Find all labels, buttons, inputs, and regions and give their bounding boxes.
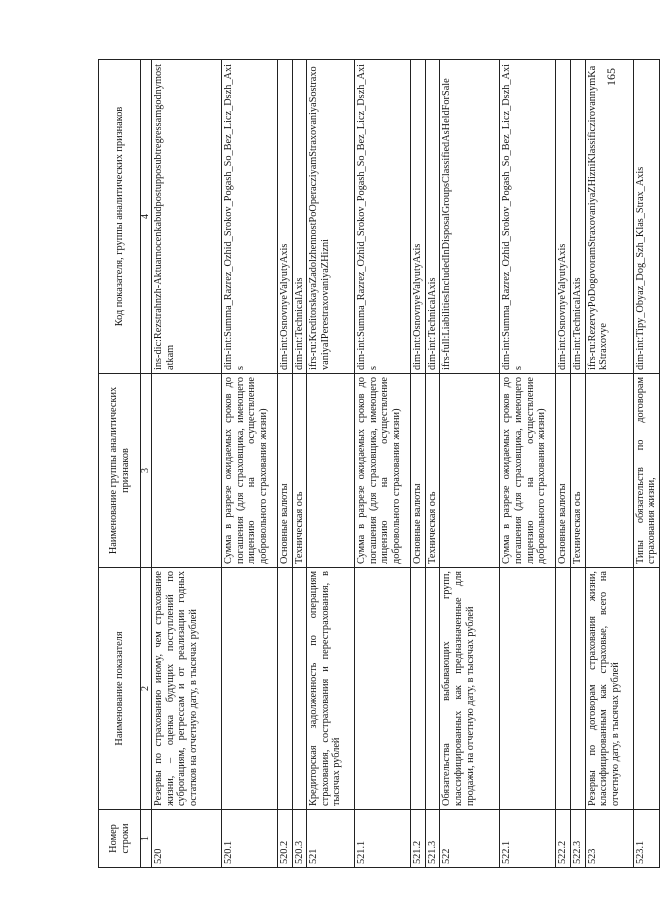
column-number: 1 (141, 810, 152, 868)
group-name: Техническая ось (570, 374, 585, 568)
indicator-name (570, 568, 585, 810)
indicator-name: Кредиторская задолженность по операциям страхования, сострахования и перестрахования, в тысячах рублей (307, 568, 355, 810)
group-name: Основные валюты (278, 374, 293, 568)
table-row (585, 60, 633, 868)
table-row (152, 60, 222, 868)
column-number: 3 (141, 374, 152, 568)
group-name: Сумма в разрезе ожидаемых сроков до погашения (для страховщика, имеющего лицензию на осуществление добровольного страхования жизни) (222, 374, 278, 568)
indicator-name (292, 568, 307, 810)
table-row (411, 60, 426, 868)
header-group-code: Код показателя, группы аналитических признаков (99, 60, 141, 374)
group-name: Сумма в разрезе ожидаемых сроков до погашения (для страховщика, имеющего лицензию на осуществление добровольного страхования жизни) (500, 374, 556, 568)
header-row-number: Номер строки (99, 810, 141, 868)
group-name: Техническая ось (292, 374, 307, 568)
indicator-name (355, 568, 411, 810)
group-code: ifrs-ru:KreditorskayaZadolzhennostPoOperacziyamStraxovaniyaSostraxovaniyaIPerestraxovaniyaZHizni (307, 60, 355, 374)
indicator-name (222, 568, 278, 810)
indicator-name (411, 568, 426, 810)
indicator-name (278, 568, 293, 810)
group-code: dim-int:Summa_Razrez_Ozhid_Srokov_Pogash_So_Bez_Licz_Dszh_Axis (355, 60, 411, 374)
group-code: ifrs-ru:RezervyPoDogovoramStraxovaniyaZHizniKlassificzirovannymKakStraxovye (585, 60, 633, 374)
group-name (307, 374, 355, 568)
group-name: Техническая ось (425, 374, 440, 568)
row-number: 520.3 (292, 810, 307, 868)
row-number: 520 (152, 810, 222, 868)
group-name: Сумма в разрезе ожидаемых сроков до погашения (для страховщика, имеющего лицензию на осуществление добровольного страхования жизни) (355, 374, 411, 568)
indicator-table (98, 59, 660, 868)
group-code: ifrs-full:LiabilitiesIncludedInDisposalGroupsClassifiedAsHeldForSale (440, 60, 500, 374)
indicator-name (633, 568, 659, 810)
table-row (278, 60, 293, 868)
row-number: 521.1 (355, 810, 411, 868)
group-name (152, 374, 222, 568)
group-code: ins-dic:Rezstrahnzh-Aktuarnocenkabudpostupposubtregressamgodnymostatkam (152, 60, 222, 374)
indicator-name: Обязательства выбывающих групп, классифицированных как предназначенные для продажи, на отчетную дату, в тысячах рублей (440, 568, 500, 810)
row-number: 520.1 (222, 810, 278, 868)
indicator-name (556, 568, 571, 810)
group-name (440, 374, 500, 568)
group-name: Основные валюты (411, 374, 426, 568)
indicator-name (425, 568, 440, 810)
row-number: 521 (307, 810, 355, 868)
row-number: 522.2 (556, 810, 571, 868)
group-code: dim-int:TechnicalAxis (570, 60, 585, 374)
table-row (355, 60, 411, 868)
table-row (425, 60, 440, 868)
table-row (292, 60, 307, 868)
row-number: 523.1 (633, 810, 659, 868)
group-code: dim-int:TechnicalAxis (292, 60, 307, 374)
group-code: dim-int:TechnicalAxis (425, 60, 440, 374)
column-number: 4 (141, 60, 152, 374)
group-code: dim-int:OsnovnyeValyutyAxis (411, 60, 426, 374)
table-row (633, 60, 659, 868)
page-number: 165 (604, 68, 618, 86)
group-code: dim-int:Summa_Razrez_Ozhid_Srokov_Pogash_So_Bez_Licz_Dszh_Axis (500, 60, 556, 374)
group-name (585, 374, 633, 568)
indicator-name: Резервы по договорам страхования жизни, классифицированным как страховые, всего на отчетную дату, в тысячах рублей (585, 568, 633, 810)
table-row (500, 60, 556, 868)
group-name: Типы обязательств по договорам страхования жизни, (633, 374, 659, 568)
header-group-name: Наименование группы аналитических признаков (99, 374, 141, 568)
row-number: 521.3 (425, 810, 440, 868)
indicator-name (500, 568, 556, 810)
row-number: 522.3 (570, 810, 585, 868)
group-code: dim-int:Tipy_Obyaz_Dog_Szh_Klas_Strax_Axis (633, 60, 659, 374)
group-code: dim-int:OsnovnyeValyutyAxis (278, 60, 293, 374)
indicator-name: Резервы по страхованию иному, чем страхование жизни, – оценка будущих поступлений по суброгациям, регрессам и от реализации годных остатков на отчетную дату, в тысячах рублей (152, 568, 222, 810)
column-number: 2 (141, 568, 152, 810)
group-name: Основные валюты (556, 374, 571, 568)
table-row (222, 60, 278, 868)
group-code: dim-int:Summa_Razrez_Ozhid_Srokov_Pogash_So_Bez_Licz_Dszh_Axis (222, 60, 278, 374)
row-number: 523 (585, 810, 633, 868)
table-row (556, 60, 571, 868)
table-row (570, 60, 585, 868)
row-number: 522.1 (500, 810, 556, 868)
header-indicator-name: Наименование показателя (99, 568, 141, 810)
row-number: 522 (440, 810, 500, 868)
row-number: 520.2 (278, 810, 293, 868)
table-row (307, 60, 355, 868)
group-code: dim-int:OsnovnyeValyutyAxis (556, 60, 571, 374)
row-number: 521.2 (411, 810, 426, 868)
table-row (440, 60, 500, 868)
